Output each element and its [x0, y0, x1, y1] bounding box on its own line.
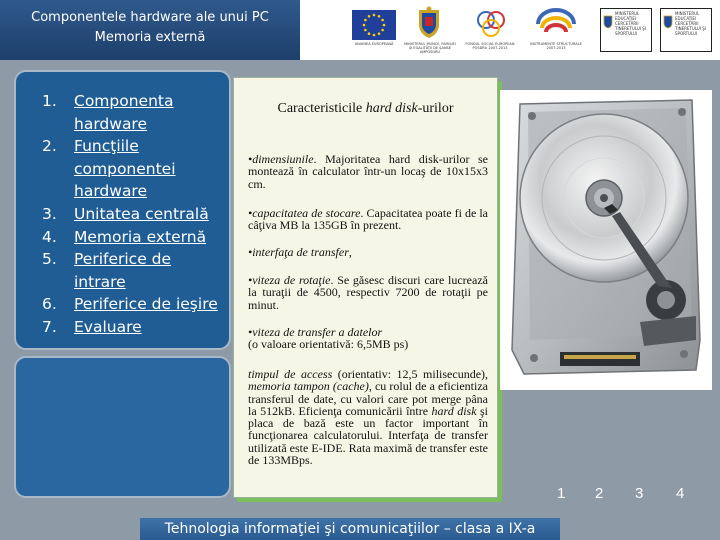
header-bar — [0, 0, 720, 60]
text-capacitate: . Capacitatea poate fi de la câţiva MB la 135GB în prezent. — [248, 206, 489, 233]
page-2-link[interactable]: 2 — [595, 485, 604, 502]
text-interfata-transfer: şi placa de bază este un factor important în funcţionarea calculatorului. Interfaţa de transfer utilizată este E-IDE. Rata maximă de transfer este de 133MBps. — [248, 403, 488, 468]
term-interfata: •interfaţa de transfer — [248, 245, 349, 259]
slide-title — [0, 0, 300, 60]
menu-item-link[interactable]: Periferice de ieşire — [74, 295, 218, 314]
ministry-box-2 — [660, 8, 712, 52]
text-dimensiunile: . Majoritatea hard disk-urilor se montează în calculator într-un locaş de 10x15x3 cm. — [248, 152, 488, 191]
card-title-text: Caracteristicile — [277, 101, 366, 116]
navigation-menu — [42, 90, 222, 339]
card-title-emphasis: hard disk — [365, 101, 418, 116]
title-line-2: Memoria externă — [94, 30, 206, 45]
menu-item-number: 6. — [42, 295, 57, 314]
coat-of-arms-icon — [416, 6, 442, 40]
eu-caption: UNIUNEA EUROPEANĂ — [354, 42, 394, 46]
title-line-1: Componentele hardware ale unui PC — [31, 10, 269, 25]
hard-disk-image — [500, 90, 712, 390]
text-viteza-transfer: (o valoare orientativă: 6,5MB ps) — [248, 337, 409, 352]
menu-item-number: 4. — [42, 227, 57, 246]
menu-item-number: 2. — [42, 137, 57, 156]
term-dimensiunile: •dimensiunile — [248, 152, 314, 166]
term-capacitate: •capacitatea de stocare — [248, 206, 361, 220]
empty-panel — [14, 356, 231, 498]
text-memorie-tampon: , cu rolul de a eficientiza transferul de date, cu valori care pot merge pâna la 512kB. Eficienţa comunicării între — [248, 379, 489, 418]
menu-item-link[interactable]: Evaluare — [74, 317, 142, 336]
hard-disk-drawing — [500, 90, 712, 390]
term-hard-disk: hard disk — [431, 403, 477, 418]
paragraph-viteza-transfer — [248, 326, 488, 351]
menu-item-componenta-hardware[interactable] — [42, 90, 222, 135]
page-3-link[interactable]: 3 — [635, 485, 644, 502]
menu-item-link[interactable]: Componenta hardware — [74, 92, 174, 133]
is-caption: INSTRUMENTE STRUCTURALE 2007-2013 — [530, 42, 582, 50]
term-memorie-tampon: memoria tampon (cache) — [248, 379, 369, 394]
text-viteza-rotatie: . Se găsesc discuri care lucrează la turaţii de 4500, respectiv 7200 de rotaţii pe minut. — [248, 273, 488, 312]
menu-item-evaluare[interactable] — [42, 316, 222, 339]
menu-item-number: 5. — [42, 250, 57, 269]
menu-item-link[interactable]: Memoria externă — [74, 227, 207, 246]
page-4-link[interactable]: 4 — [676, 485, 685, 502]
ministry-2-text: MINISTERUL EDUCAŢIEI CERCETĂRII TINERETULUI ŞI SPORTULUI — [675, 11, 706, 36]
term-viteza-rotatie: •viteza de rotaţie — [248, 273, 331, 287]
ministry-caption: MINISTERUL MUNCII, FAMILIEI ŞI EGALITĂŢII DE ŞANSE AMPOSDRU — [404, 42, 456, 54]
instrumente-structurale-icon — [534, 8, 578, 40]
menu-item-functiile[interactable] — [42, 135, 222, 203]
menu-item-link[interactable]: Periferice de intrare — [74, 250, 172, 291]
ministry-1-text: MINISTERUL EDUCAŢIEI CERCETĂRII TINERETULUI ŞI SPORTULUI — [615, 11, 646, 36]
menu-item-memoria-externa[interactable] — [42, 226, 222, 249]
menu-item-number: 7. — [42, 317, 57, 336]
page-1-link[interactable]: 1 — [557, 485, 566, 502]
sponsor-logos — [350, 4, 720, 60]
paragraph-dimensiuni — [248, 153, 488, 190]
menu-item-periferice-iesire[interactable] — [42, 293, 222, 316]
fse-logo-icon — [474, 8, 508, 40]
paragraph-capacitate — [248, 207, 488, 232]
text-interfata: , — [348, 245, 352, 259]
fse-caption: FONDUL SOCIAL EUROPEAN POSDRU 2007-2013 — [465, 42, 515, 50]
term-viteza-transfer: •viteza de transfer a datelor — [248, 325, 383, 339]
crest-icon — [603, 15, 613, 29]
card-title-suffix: -urilor — [417, 101, 454, 116]
menu-item-unitatea-centrala[interactable] — [42, 203, 222, 226]
card-title — [234, 101, 497, 117]
menu-item-periferice-intrare[interactable] — [42, 248, 222, 293]
menu-item-number: 1. — [42, 92, 57, 110]
navigation-panel — [14, 70, 231, 350]
footer-bar: Tehnologia informaţiei şi comunicaţiilor – clasa a IX-a — [140, 518, 560, 540]
content-card — [233, 77, 498, 498]
text-timp-acces: (orientativ: 12,5 milisecunde), — [332, 367, 489, 381]
paragraph-interfata — [248, 246, 488, 258]
menu-item-link[interactable]: Unitatea centrală — [74, 204, 209, 223]
menu-item-number: 3. — [42, 204, 57, 223]
paragraph-timp-acces — [248, 368, 488, 466]
term-timp-acces: timpul de access — [248, 367, 333, 381]
ministry-box-1 — [600, 8, 652, 52]
paragraph-viteza-rotatie — [248, 274, 488, 311]
eu-flag-icon — [352, 10, 396, 40]
crest-icon — [663, 15, 673, 29]
menu-item-link[interactable]: Funcţiile componentei hardware — [74, 137, 176, 201]
